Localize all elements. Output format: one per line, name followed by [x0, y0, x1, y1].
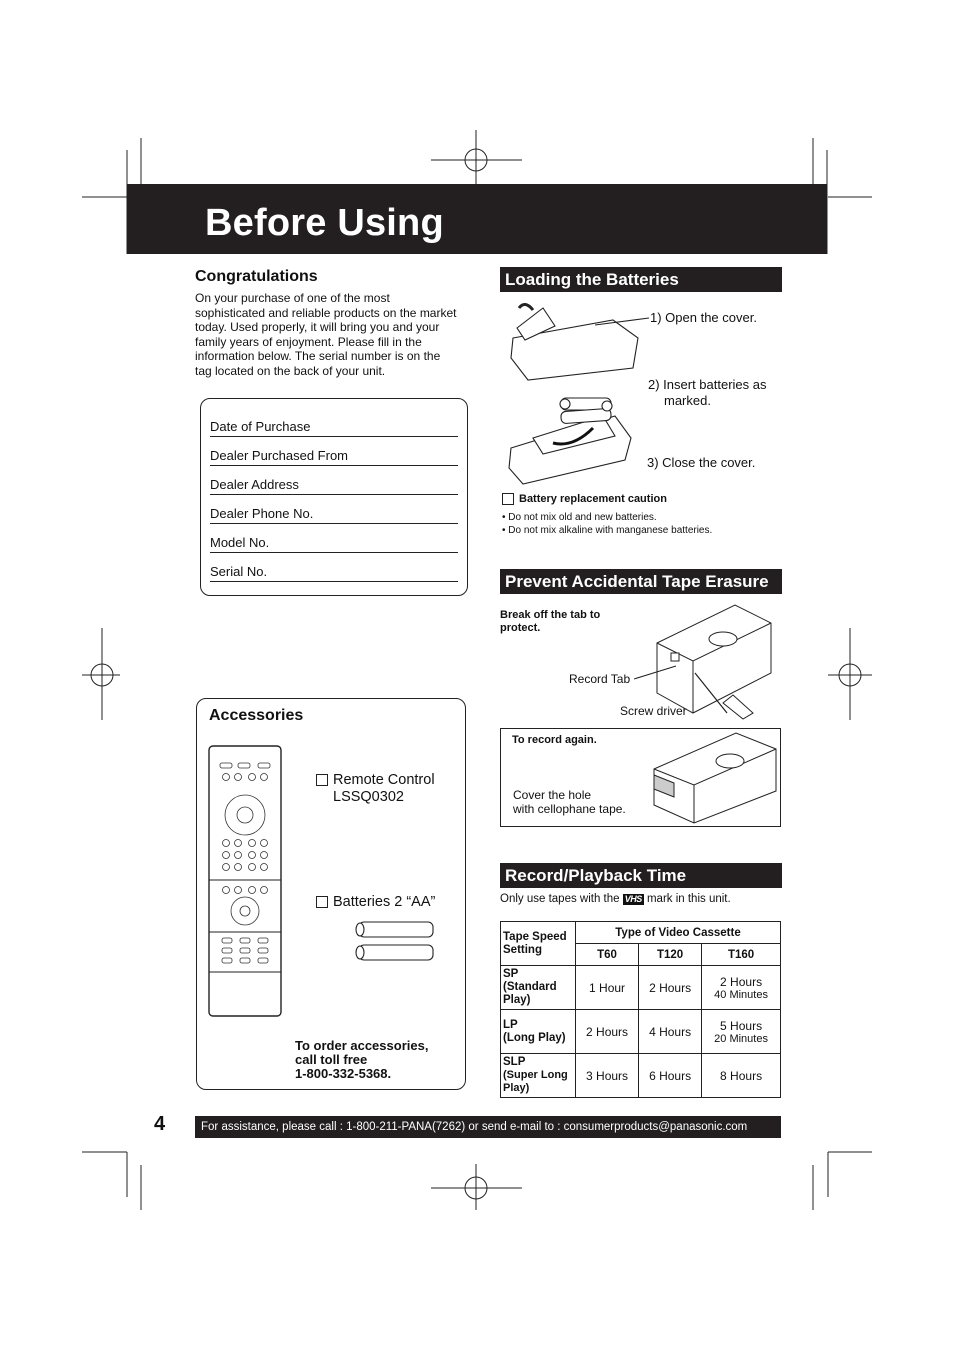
caution-text: Do not mix alkaline with manganese batteries. — [508, 525, 713, 536]
time-cell: 6 Hours — [639, 1054, 702, 1098]
accessories-box — [196, 698, 466, 1090]
battery-caution — [502, 493, 667, 505]
step-insert-batteries — [648, 377, 767, 409]
remote-control-illustration — [208, 745, 282, 1017]
table-row — [501, 966, 781, 1010]
playback-time-table — [500, 921, 781, 1098]
speed-cell — [501, 1054, 576, 1098]
congrats-line: tag located on the back of your unit. — [195, 363, 386, 378]
remote-model: LSSQ0302 — [333, 789, 404, 805]
speed-desc: (Standard Play) — [503, 981, 557, 1006]
note-text: mark in this unit. — [646, 893, 731, 905]
title-banner — [127, 184, 827, 254]
step-line: marked. — [664, 393, 711, 408]
record-again-box — [500, 728, 781, 827]
playback-time-heading: Record/Playback Time — [500, 863, 782, 888]
time-hours: 2 Hours — [720, 974, 763, 989]
caution-list — [502, 511, 712, 537]
break-tab-instruction — [500, 609, 600, 635]
checkbox-icon — [316, 774, 328, 786]
congrats-line: today. Used properly, it will bring you and your — [195, 320, 440, 334]
step-line: 2) Insert batteries as — [648, 377, 767, 392]
vhs-note — [500, 893, 731, 905]
table-row — [501, 1010, 781, 1054]
record-tab-label: Record Tab — [569, 672, 631, 686]
time-cell — [702, 966, 781, 1010]
field-model-no[interactable]: Model No. — [210, 535, 458, 553]
record-again-title: To record again. — [512, 734, 597, 746]
order-line: call toll free — [295, 1052, 368, 1067]
step-open-cover: 1) Open the cover. — [650, 310, 757, 325]
time-minutes: 20 Minutes — [714, 1032, 768, 1045]
callout-line — [595, 315, 650, 327]
congrats-line: information below. The serial number is on the — [195, 349, 441, 363]
checkbox-icon — [502, 493, 514, 505]
callout-line — [634, 664, 678, 680]
speed-name: SP — [503, 968, 519, 980]
accessory-remote — [316, 772, 435, 806]
field-date-of-purchase[interactable]: Date of Purchase — [210, 419, 458, 437]
speed-cell — [501, 966, 576, 1010]
purchase-info-form — [200, 398, 468, 596]
field-dealer-address[interactable]: Dealer Address — [210, 477, 458, 495]
header-cassette: T160 — [702, 944, 781, 966]
header-cassette: T60 — [576, 944, 639, 966]
checkbox-icon — [316, 896, 328, 908]
tape-erasure-heading: Prevent Accidental Tape Erasure — [500, 569, 782, 594]
order-phone: 1-800-332-5368. — [295, 1066, 392, 1081]
time-hours: 5 Hours — [720, 1018, 763, 1033]
time-cell — [702, 1010, 781, 1054]
speed-desc: (Long Play) — [503, 1031, 566, 1044]
field-dealer-purchased-from[interactable]: Dealer Purchased From — [210, 448, 458, 466]
congratulations-heading: Congratulations — [195, 268, 318, 285]
screw-driver-label: Screw driver — [620, 704, 687, 718]
aa-batteries-illustration — [353, 919, 435, 965]
time-cell: 2 Hours — [576, 1010, 639, 1054]
accessories-heading: Accessories — [209, 707, 304, 724]
header-cassette-type: Type of Video Cassette — [576, 922, 781, 944]
congrats-line: sophisticated and reliable products on the market — [195, 305, 457, 320]
caution-title: Battery replacement caution — [519, 493, 667, 505]
speed-name: LP — [503, 1018, 518, 1031]
header-tape-speed: Tape Speed Setting — [501, 922, 576, 966]
page-number: 4 — [154, 1113, 166, 1135]
loading-batteries-heading: Loading the Batteries — [500, 267, 782, 292]
field-dealer-phone[interactable]: Dealer Phone No. — [210, 506, 458, 524]
vhs-logo: VHS — [624, 894, 642, 904]
header-cassette: T120 — [639, 944, 702, 966]
speed-desc: (Super Long Play) — [503, 1069, 568, 1094]
caution-text: Do not mix old and new batteries. — [508, 512, 657, 523]
field-serial-no[interactable]: Serial No. — [210, 564, 458, 582]
remote-label: Remote Control — [333, 772, 435, 788]
time-cell: 4 Hours — [639, 1010, 702, 1054]
batteries-label: Batteries 2 “AA” — [333, 894, 436, 910]
page-title: Before Using — [205, 202, 444, 244]
cover-hole-instruction — [513, 788, 626, 816]
speed-cell — [501, 1010, 576, 1054]
time-cell: 2 Hours — [639, 966, 702, 1010]
instruction-line: Break off the tab to — [500, 609, 601, 621]
cassette-tape-illustration — [646, 731, 780, 825]
accessory-batteries — [316, 894, 435, 911]
instruction-line: protect. — [500, 622, 541, 634]
order-accessories-info — [295, 1039, 455, 1081]
step-close-cover: 3) Close the cover. — [647, 455, 756, 470]
table-row — [501, 1054, 781, 1098]
time-cell: 8 Hours — [702, 1054, 781, 1098]
congrats-line: On your purchase of one of the most — [195, 291, 390, 305]
time-cell: 1 Hour — [576, 966, 639, 1010]
order-line: To order accessories, — [295, 1038, 429, 1053]
assistance-footer: For assistance, please call : 1-800-211-PANA(7262) or send e-mail to : consumerproducts@panasonic.com — [195, 1116, 781, 1138]
list-item: • Do not mix alkaline with manganese batteries. — [502, 525, 713, 536]
time-cell: 3 Hours — [576, 1054, 639, 1098]
instruction-line: Cover the hole — [513, 788, 592, 802]
congrats-line: family years of enjoyment. Please fill in the — [195, 334, 422, 349]
instruction-line: with cellophane tape. — [513, 802, 626, 816]
list-item: • Do not mix old and new batteries. — [502, 512, 657, 523]
congratulations-text — [195, 291, 480, 378]
note-text: Only use tapes with the — [500, 893, 620, 905]
time-minutes: 40 Minutes — [714, 988, 768, 1001]
speed-name: SLP — [503, 1056, 526, 1068]
